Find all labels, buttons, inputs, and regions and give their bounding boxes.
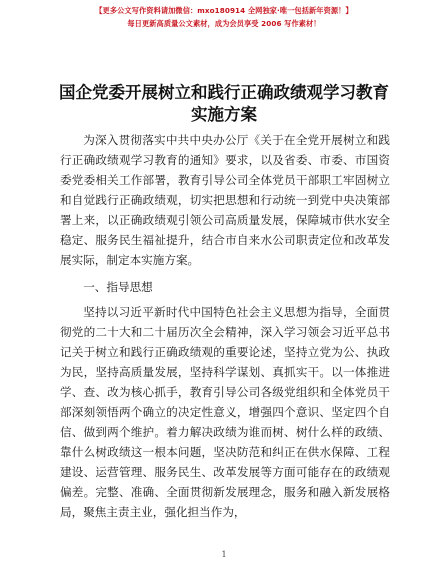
promo-banner-line-2: 每日更新高质量公文素材，成为会员享受 2006 写作素材！ xyxy=(127,19,321,28)
promo-banner-line-1: 【更多公文写作资料请加微信：mxo180914 全网独家·唯一包括新年资源！】 xyxy=(95,6,353,15)
document-body xyxy=(60,130,390,522)
document-title-line-2: 实施方案 xyxy=(191,105,257,124)
page-number: 1 xyxy=(221,550,227,559)
intro-paragraph: 为深入贯彻落实中共中央办公厅《关于在全党开展树立和践行正确政绩观学习教育的通知》要求，以及省委、市委、市国资委党委相关工作部署，教育引导公司全体党员干部职工牢固树立和自觉践行正确政绩观，切实把思想和行动统一到党中央决策部署上来，以正确政绩观引领公司高质量发展，保障城市供水安全稳定、服务民生福祉提升，结合市自来水公司职责定位和改革发展实际，制定本实施方案。 xyxy=(60,133,390,267)
guiding-ideology-paragraph: 坚持以习近平新时代中国特色社会主义思想为指导，全面贯彻党的二十大和二十届历次全会精神，深入学习领会习近平总书记关于树立和践行正确政绩观的重要论述，坚持立党为公、执政为民，坚持高质量发展，坚持科学谋划、真抓实干。以一体推进学、查、改为核心抓手，教育引导公司各级党组织和全体党员干部深刻领悟两个确立的决定性意义，增强四个意识、坚定四个自信、做到两个维护。着力解决政绩为谁而树、树什么样的政绩、靠什么树政绩这一根本问题，坚决防范和纠正在供水保障、工程建设、运营管理、服务民生、改革发展等方面可能存在的政绩观偏差。完整、准确、全面贯彻新发展理念，服务和融入新发展格局，聚焦主责主业，强化担当作为， xyxy=(60,305,390,519)
document-title-line-1: 国企党委开展树立和践行正确政绩观学习教育 xyxy=(59,83,389,102)
document-title xyxy=(30,82,418,126)
section-heading-guiding-ideology: 一、指导思想 xyxy=(83,280,153,294)
promo-banner xyxy=(0,4,448,30)
